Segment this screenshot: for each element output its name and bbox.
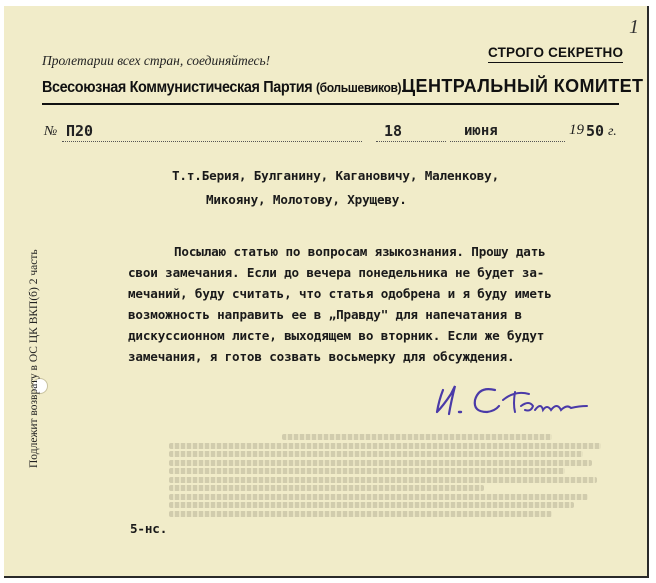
document-sheet xyxy=(4,6,649,578)
classification-stamp: СТРОГО СЕКРЕТНО xyxy=(488,45,623,63)
body-line: свои замечания. Если до вечера понедельника не будет за- xyxy=(128,265,545,280)
number-label: № xyxy=(44,124,58,139)
number-dotted-line xyxy=(62,141,362,142)
addressees-line-2: Микояну, Молотову, Хрущеву. xyxy=(206,192,407,207)
party-name xyxy=(42,79,404,97)
document-number: П20 xyxy=(66,122,94,140)
party-motto: Пролетарии всех стран, соединяйтесь! xyxy=(42,53,271,68)
handwritten-signature xyxy=(429,376,599,426)
archive-page-number: 1 xyxy=(629,16,639,38)
central-committee-title: ЦЕНТРАЛЬНЫЙ КОМИТЕТ xyxy=(402,76,644,96)
body-line: возможность направить ее в „Правду" для напечатания в xyxy=(128,307,522,322)
month-dotted-line xyxy=(450,141,565,142)
date-day: 18 xyxy=(384,122,403,140)
body-line: замечания, я готов созвать восьмерку для обсуждения. xyxy=(128,349,515,364)
typist-code: 5-нс. xyxy=(130,521,168,536)
party-name-main: Всесоюзная Коммунистическая Партия xyxy=(42,79,313,96)
body-line: мечаний, буду считать, что статья одобрена и я буду иметь xyxy=(128,286,552,301)
date-year-label: г. xyxy=(608,124,617,139)
date-year-suffix: 50 xyxy=(586,122,605,140)
body-line: дискуссионном листе, выходящем во вторник. Если же будут xyxy=(128,328,545,343)
party-name-abbr: (большевиков). xyxy=(315,80,405,95)
header-divider xyxy=(42,103,619,105)
day-dotted-line xyxy=(376,141,446,142)
date-month: июня xyxy=(464,123,498,139)
archive-return-note: Подлежит возврату в ОС ЦК ВКП(б) 2 часть xyxy=(28,249,40,468)
body-line: Посылаю статью по вопросам языкознания. Прошу дать xyxy=(174,244,546,259)
date-year-prefix: 19 xyxy=(569,122,584,138)
addressees-line-1: Т.т.Берия, Булганину, Кагановичу, Маленкову, xyxy=(172,168,500,183)
reverse-side-bleedthrough xyxy=(169,434,619,519)
